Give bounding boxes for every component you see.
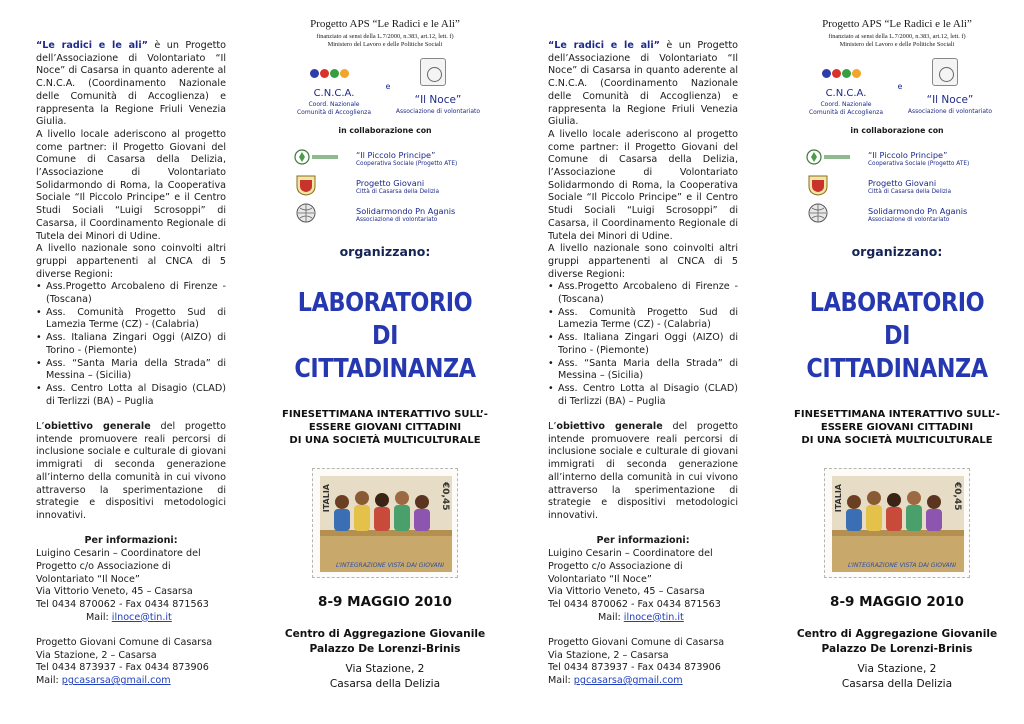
partner-solidarmondo: Solidarmondo Pn Aganis Associazione di volontariato [294,202,494,228]
info-heading: Per informazioni: [596,535,690,547]
event-title-line: DI [371,321,399,351]
project-title: Progetto APS “Le Radici e le Ali” [822,18,972,30]
email-link[interactable]: ilnoce@tin.it [111,611,172,623]
list-item: • Ass. “Santa Maria della Strada” di Messina – (Sicilia) [36,358,226,383]
cnca-logo-icon [822,66,872,82]
venue-line: Palazzo De Lorenzi-Brinis [309,643,461,655]
postage-stamp-image: ITALIA €0,45 L’INTEGRAZIONE VISTA DAI GIOVANI [824,468,970,578]
list-item: • Ass. Italiana Zingari Oggi (AIZO) di Torino - (Piemonte) [548,332,738,357]
event-title-line: DI [883,321,911,351]
info-text-column [36,40,226,688]
casarsa-crest-icon [294,174,340,196]
email-link[interactable]: pgcasarsa@gmail.com [573,675,683,687]
list-item: • Ass.Progetto Arcobaleno di Firenze - (Toscana) [36,281,226,306]
national-paragraph: A livello nazionale sono coinvolti altri gruppi appartenenti al CNCA di 5 diverse Regioni: [36,243,226,280]
partner-piccolo-principe: “Il Piccolo Principe” Cooperativa Sociale (Progetto ATE) [806,146,1006,172]
cover-column: Progetto APS “Le Radici e le Ali” finanziato ai sensi della L.7/2000, n.383, art.12, lett. f) Ministero del Lavoro e delle Politiche Sociali C.N.C.A. Coord. Nazionale Comunità di Accoglienza e “Il Noce” Associazione di volontariato in collaborazione con “Il Piccolo Principe” Cooperativa Sociale (Progetto ATE) Progetto Giovani Città di Casarsa della Delizia Solidarmondo Pn Aganis Associazione di volontariato organizzano: LABORATORIO DI CITTADINANZA FINESETTIMANA INTERATTIVO SULL’- ESSERE GIOVANI CITTADINI DI UNA SOCIETÀ MULTICULTURALE ITALIA €0,45 L’INTEGRAZIONE VISTA DAI GIOVANI 8-9 MAGGIO 2010 Centro di Aggregazione Giovanile Palazzo De Lorenzi-Brinis Via Stazione, 2 Casarsa della Delizia [270,0,500,724]
email-link[interactable]: pgcasarsa@gmail.com [61,675,171,687]
objective-paragraph: L’obiettivo generale del progetto intende promuovere reali percorsi di inclusione sociale e culturale di giovani immigrati di seconda generazione all’interno della comunità in cui vivono attraverso la sperimentazione di strategie e dispositivi metodologici innovativi. [548,421,738,521]
il-noce-logo-icon [932,58,958,86]
event-title-line: CITTADINANZA [294,354,476,384]
event-date: 8-9 MAGGIO 2010 [318,594,452,610]
address-line: Casarsa della Delizia [841,678,953,690]
cnca-name: C.N.C.A. [825,88,867,99]
contact-block-giovani: Progetto Giovani Comune di Casarsa Via Stazione, 2 – Casarsa Tel 0434 873937 - Fax 0434 873906 Mail: pgcasarsa@gmail.com [548,637,725,687]
event-subtitle: FINESETTIMANA INTERATTIVO SULL’- ESSERE GIOVANI CITTADINI DI UNA SOCIETÀ MULTICULTURALE [794,409,1000,446]
project-name: “Le radici e le ali” [36,40,148,51]
brochure-page-right [512,0,1024,724]
venue-line: Centro di Aggregazione Giovanile [796,628,998,640]
event-title-line: LABORATORIO [297,288,473,318]
info-heading: Per informazioni: [84,535,178,547]
solidarmondo-globe-icon [294,202,340,224]
partners-paragraph: A livello locale aderiscono al progetto come partner: il Progetto Giovani del Comune di Casarsa della Delizia, l’Associazione di Volontariato Solidarmondo di Roma, la Cooperativa Sociale “Il Piccolo Principe” e il Centro Studi Sociali “Luigi Scrosoppi” di Casarsa, il Coordinamento Regionale di Tutela dei Minori di Udine. [36,128,226,242]
cnca-logo-icon [310,66,360,82]
event-subtitle: FINESETTIMANA INTERATTIVO SULL’- ESSERE GIOVANI CITTADINI DI UNA SOCIETÀ MULTICULTURALE [282,409,488,446]
noce-name: “Il Noce” [414,94,462,106]
email-link[interactable]: ilnoce@tin.it [623,611,684,623]
info-text-column [548,40,738,688]
ministry-line: Ministero del Lavoro e delle Politiche Sociali [839,41,955,48]
list-item: • Ass. “Santa Maria della Strada” di Messina – (Sicilia) [548,358,738,383]
youth-group-illustration [320,476,452,572]
funding-line: finanziato ai sensi della L.7/2000, n.383, art.12, lett. f) [828,33,966,40]
contact-block-noce: Luigino Cesarin – Coordinatore del Progetto c/o Associazione di Volontariato “Il Noce” Via Vittorio Veneto, 45 – Casarsa Tel 0434 870062 - Fax 0434 871563 Mail: ilnoce@tin.it [36,548,209,623]
address-line: Via Stazione, 2 [857,663,937,675]
casarsa-crest-icon [806,174,852,196]
cover-column: Progetto APS “Le Radici e le Ali” finanziato ai sensi della L.7/2000, n.383, art.12, lett. f) Ministero del Lavoro e delle Politiche Sociali C.N.C.A. Coord. Nazionale Comunità di Accoglienza e “Il Noce” Associazione di volontariato in collaborazione con “Il Piccolo Principe” Cooperativa Sociale (Progetto ATE) Progetto Giovani Città di Casarsa della Delizia Solidarmondo Pn Aganis Associazione di volontariato organizzano: LABORATORIO DI CITTADINANZA FINESETTIMANA INTERATTIVO SULL’- ESSERE GIOVANI CITTADINI DI UNA SOCIETÀ MULTICULTURALE ITALIA €0,45 L’INTEGRAZIONE VISTA DAI GIOVANI 8-9 MAGGIO 2010 Centro di Aggregazione Giovanile Palazzo De Lorenzi-Brinis Via Stazione, 2 Casarsa della Delizia [782,0,1012,724]
event-title-line: CITTADINANZA [806,354,988,384]
noce-subtitle: Associazione di volontariato [395,108,481,115]
partner-solidarmondo: Solidarmondo Pn Aganis Associazione di volontariato [806,202,1006,228]
noce-name: “Il Noce” [926,94,974,106]
list-item: • Ass. Centro Lotta al Disagio (CLAD) di Terlizzi (BA) – Puglia [36,383,226,408]
piccolo-principe-logo-icon [294,146,340,168]
contact-block-giovani: Progetto Giovani Comune di Casarsa Via Stazione, 2 – Casarsa Tel 0434 873937 - Fax 0434 873906 Mail: pgcasarsa@gmail.com [36,637,213,687]
event-title-line: LABORATORIO [809,288,985,318]
venue-line: Palazzo De Lorenzi-Brinis [821,643,973,655]
contact-block-noce: Luigino Cesarin – Coordinatore del Progetto c/o Associazione di Volontariato “Il Noce” Via Vittorio Veneto, 45 – Casarsa Tel 0434 870062 - Fax 0434 871563 Mail: ilnoce@tin.it [548,548,721,623]
list-item: • Ass. Centro Lotta al Disagio (CLAD) di Terlizzi (BA) – Puglia [548,383,738,408]
event-date: 8-9 MAGGIO 2010 [830,594,964,610]
organizzano-label: organizzano: [339,244,431,259]
cnca-subtitle: Coord. Nazionale Comunità di Accoglienza [808,101,884,116]
funding-line: finanziato ai sensi della L.7/2000, n.383, art.12, lett. f) [316,33,454,40]
partner-piccolo-principe: “Il Piccolo Principe” Cooperativa Sociale (Progetto ATE) [294,146,494,172]
il-noce-logo-icon [420,58,446,86]
partners-paragraph: A livello locale aderiscono al progetto come partner: il Progetto Giovani del Comune di Casarsa della Delizia, l’Associazione di Volontariato Solidarmondo di Roma, la Cooperativa Sociale “Il Piccolo Principe” e il Centro Studi Sociali “Luigi Scrosoppi” di Casarsa, il Coordinamento Regionale di Tutela dei Minori di Udine. [548,128,738,242]
address-line: Via Stazione, 2 [345,663,425,675]
organizzano-label: organizzano: [851,244,943,259]
collab-heading: in collaborazione con [338,126,432,135]
venue-line: Centro di Aggregazione Giovanile [284,628,486,640]
ministry-line: Ministero del Lavoro e delle Politiche Sociali [327,41,443,48]
youth-group-illustration [832,476,964,572]
list-item: • Ass. Comunità Progetto Sud di Lamezia Terme (CZ) - (Calabria) [36,307,226,332]
objective-paragraph: L’obiettivo generale del progetto intende promuovere reali percorsi di inclusione sociale e culturale di giovani immigrati di seconda generazione all’interno della comunità in cui vivono attraverso la sperimentazione di strategie e dispositivi metodologici innovativi. [36,421,226,521]
intro-paragraph: “Le radici e le ali” è un Progetto dell’Associazione di Volontariato “Il Noce” di Casarsa in quanto aderente al C.N.C.A. (Coordinamento Nazionale delle Comunità di Accoglienza) e rappresenta la Regione Friuli Venezia Giulia. [548,40,738,128]
collab-heading: in collaborazione con [850,126,944,135]
national-paragraph: A livello nazionale sono coinvolti altri gruppi appartenenti al CNCA di 5 diverse Regioni: [548,243,738,280]
cnca-name: C.N.C.A. [313,88,355,99]
project-name: “Le radici e le ali” [548,40,660,51]
list-item: • Ass. Italiana Zingari Oggi (AIZO) di Torino - (Piemonte) [36,332,226,357]
cnca-subtitle: Coord. Nazionale Comunità di Accoglienza [296,101,372,116]
regions-list [36,281,226,408]
list-item: • Ass. Comunità Progetto Sud di Lamezia Terme (CZ) - (Calabria) [548,307,738,332]
noce-subtitle: Associazione di volontariato [907,108,993,115]
solidarmondo-globe-icon [806,202,852,224]
intro-paragraph: “Le radici e le ali” è un Progetto dell’Associazione di Volontariato “Il Noce” di Casarsa in quanto aderente al C.N.C.A. (Coordinamento Nazionale delle Comunità di Accoglienza) e rappresenta la Regione Friuli Venezia Giulia. [36,40,226,128]
partner-progetto-giovani: Progetto Giovani Città di Casarsa della Delizia [294,174,494,200]
address-line: Casarsa della Delizia [329,678,441,690]
list-item: • Ass.Progetto Arcobaleno di Firenze - (Toscana) [548,281,738,306]
piccolo-principe-logo-icon [806,146,852,168]
postage-stamp-image: ITALIA €0,45 L’INTEGRAZIONE VISTA DAI GIOVANI [312,468,458,578]
project-title: Progetto APS “Le Radici e le Ali” [310,18,460,30]
partner-progetto-giovani: Progetto Giovani Città di Casarsa della Delizia [806,174,1006,200]
regions-list [548,281,738,408]
